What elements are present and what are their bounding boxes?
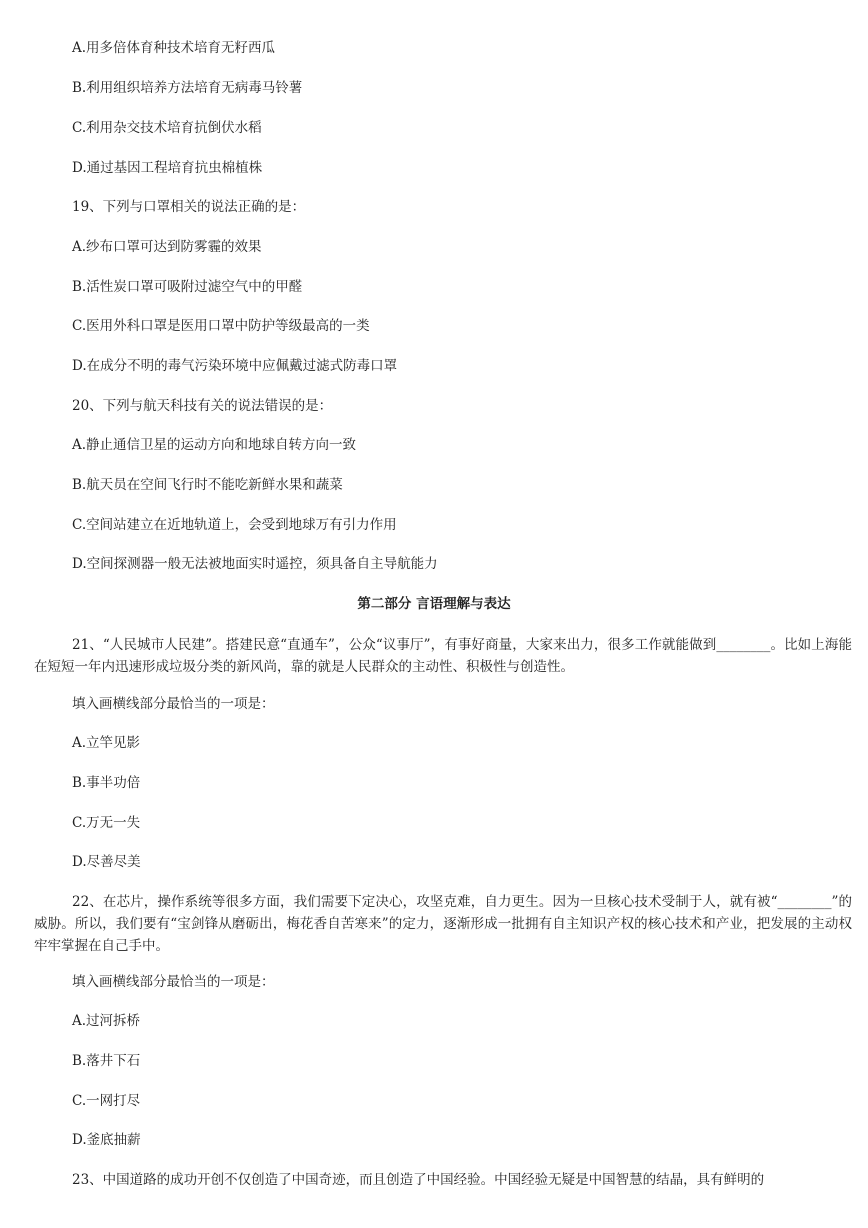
q19-option-c: C.医用外科口罩是医用口罩中防护等级最高的一类	[72, 318, 370, 334]
q22-option-c: C.一网打尽	[72, 1093, 141, 1109]
q22-option-b: B.落井下石	[72, 1053, 141, 1069]
q18-option-a: A.用多倍体育种技术培育无籽西瓜	[72, 40, 276, 56]
q22-prompt: 填入画横线部分最恰当的一项是：	[72, 974, 275, 990]
q19-option-a: A.纱布口罩可达到防雾霾的效果	[72, 239, 262, 255]
q21-option-b: B.事半功倍	[72, 775, 141, 791]
q20-option-c: C.空间站建立在近地轨道上，会受到地球万有引力作用	[72, 517, 397, 533]
q18-option-d: D.通过基因工程培育抗虫棉植株	[72, 160, 263, 176]
q23-stem: 23、中国道路的成功开创不仅创造了中国奇迹，而且创造了中国经验。中国经验无疑是中国智慧的结晶，具有鲜明的	[72, 1172, 765, 1188]
q22-option-a: A.过河拆桥	[72, 1013, 141, 1029]
q19-option-b: B.活性炭口罩可吸附过滤空气中的甲醛	[72, 279, 303, 295]
q20-option-d: D.空间探测器一般无法被地面实时遥控，须具备自主导航能力	[72, 556, 438, 572]
q20-stem: 20、下列与航天科技有关的说法错误的是：	[72, 398, 333, 414]
q20-option-a: A.静止通信卫星的运动方向和地球自转方向一致	[72, 437, 357, 453]
q19-option-d: D.在成分不明的毒气污染环境中应佩戴过滤式防毒口罩	[72, 358, 398, 374]
q21-option-a: A.立竿见影	[72, 735, 141, 751]
q22-stem: 22、在芯片，操作系统等很多方面，我们需要下定决心，攻坚克难，自力更生。因为一旦核心技术受制于人，就有被“________”的威胁。所以，我们要有“宝剑锋从磨砺出，梅花香自苦寒来”的定力，逐渐形成一批拥有自主知识产权的核心技术和产业，把发展的主动权牢牢掌握在自己手中。	[34, 894, 852, 954]
q18-option-b: B.利用组织培养方法培育无病毒马铃薯	[72, 80, 303, 96]
q21-prompt: 填入画横线部分最恰当的一项是：	[72, 696, 275, 712]
q18-option-c: C.利用杂交技术培育抗倒伏水稻	[72, 120, 262, 136]
q20-option-b: B.航天员在空间飞行时不能吃新鲜水果和蔬菜	[72, 477, 343, 493]
q21-stem: 21、“人民城市人民建”。搭建民意“直通车”，公众“议事厅”，有事好商量，大家来出力，很多工作就能做到________。比如上海能在短短一年内迅速形成垃圾分类的新风尚，靠的就是人民群众的主动性、积极性与创造性。	[34, 637, 852, 675]
q22-option-d: D.釜底抽薪	[72, 1132, 141, 1148]
section-title: 第二部分 言语理解与表达	[357, 596, 511, 612]
q21-option-d: D.尽善尽美	[72, 854, 141, 870]
q21-option-c: C.万无一失	[72, 815, 141, 831]
q19-stem: 19、下列与口罩相关的说法正确的是：	[72, 199, 306, 215]
